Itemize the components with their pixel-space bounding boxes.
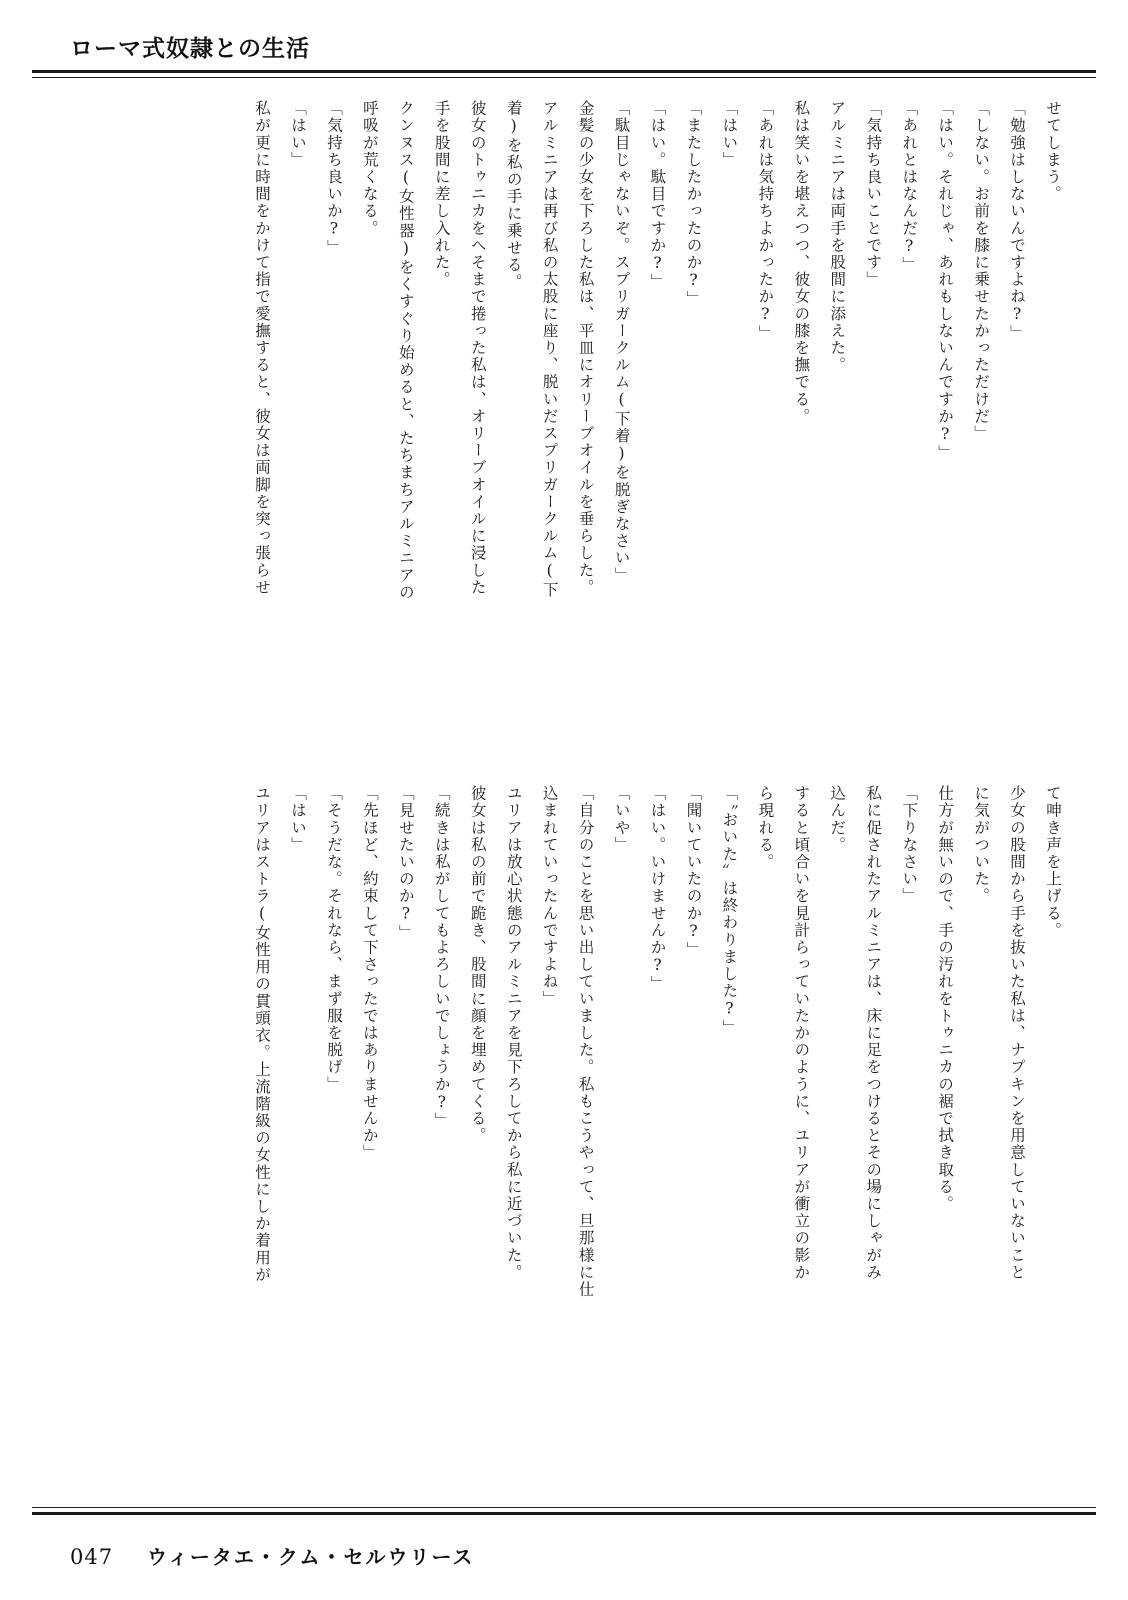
text-line: 着)を私の手に乗せる。 bbox=[504, 100, 523, 291]
text-line: 金髪の少女を下ろした私は、平皿にオリーブオイルを垂らした。 bbox=[576, 100, 595, 596]
text-line: 彼女は私の前で跪き、股間に顔を埋めてくる。 bbox=[468, 785, 487, 1145]
text-line: 私が更に時間をかけて指で愛撫すると、彼女は両脚を突っ張らせ bbox=[253, 100, 272, 596]
text-line: 「自分のことを思い出していました。私もこうやって、旦那様に仕 bbox=[576, 785, 595, 1298]
text-line: 手を股間に差し入れた。 bbox=[432, 100, 451, 289]
text-column-lower bbox=[243, 785, 1070, 1425]
text-line: 「はい。いけませんか?」 bbox=[648, 785, 667, 993]
footer-rule-thick bbox=[32, 1512, 1096, 1515]
text-line: 「はい」 bbox=[288, 785, 307, 854]
text-line: に気がついた。 bbox=[972, 785, 991, 905]
text-line: クンヌス(女性器)をくすぐり始めると、たちまちアルミニアの bbox=[396, 100, 415, 601]
text-column-upper bbox=[243, 100, 1070, 740]
text-line: アルミニアは両手を股間に添えた。 bbox=[828, 100, 847, 374]
page-body bbox=[48, 95, 1080, 1490]
text-line: 「気持ち良いことです」 bbox=[864, 100, 883, 289]
text-line: 「しない。お前を膝に乗せたかっただけだ」 bbox=[972, 100, 991, 442]
text-line: 「はい」 bbox=[720, 100, 739, 169]
text-line: 「見せたいのか?」 bbox=[396, 785, 415, 942]
text-line: 「駄目じゃないぞ。スプリガークルム(下着)を脱ぎなさい」 bbox=[612, 100, 631, 584]
text-line: 「はい。駄目ですか?」 bbox=[648, 100, 667, 291]
text-line: 「下りなさい」 bbox=[900, 785, 919, 905]
text-line: 「勉強はしないんですよね?」 bbox=[1008, 100, 1027, 342]
page-footer bbox=[70, 1541, 475, 1570]
text-line: 「気持ち良いか?」 bbox=[324, 100, 343, 257]
text-line: 私は笑いを堪えつつ、彼女の膝を撫でる。 bbox=[792, 100, 811, 425]
text-line: 少女の股間から手を抜いた私は、ナプキンを用意していないこと bbox=[1008, 785, 1027, 1281]
footer-series-title: ウィータエ・クム・セルウリース bbox=[147, 1545, 475, 1569]
text-line: 「またしたかったのか?」 bbox=[684, 100, 703, 308]
text-line: 「続きは私がしてもよろしいでしょうか?」 bbox=[432, 785, 451, 1130]
text-line: 「いや」 bbox=[612, 785, 631, 854]
text-line: 「〝おいた〟は終わりました?」 bbox=[720, 785, 739, 1037]
text-line: 「あれは気持ちよかったか?」 bbox=[756, 100, 775, 342]
footer-rule-thin bbox=[32, 1507, 1096, 1508]
text-line: せてしまう。 bbox=[1044, 100, 1062, 203]
text-line: 「はい」 bbox=[288, 100, 307, 169]
text-line: ユリアはストラ(女性用の貫頭衣。上流階級の女性にしか着用が bbox=[253, 785, 272, 1284]
text-line: て呻き声を上げる。 bbox=[1044, 785, 1062, 939]
text-line: 「そうだな。それなら、まず服を脱げ」 bbox=[324, 785, 343, 1093]
text-line: 「聞いていたのか?」 bbox=[684, 785, 703, 959]
text-line: 「あれとはなんだ?」 bbox=[900, 100, 919, 274]
text-line: 彼女のトゥニカをへそまで捲った私は、オリーブオイルに浸した bbox=[468, 100, 487, 596]
text-line: 呼吸が荒くなる。 bbox=[360, 100, 379, 237]
text-line: 仕方が無いので、手の汚れをトゥニカの裾で拭き取る。 bbox=[936, 785, 955, 1213]
text-line: 私に促されたアルミニアは、床に足をつけるとその場にしゃがみ bbox=[864, 785, 883, 1281]
text-line: 「先ほど、約束して下さったではありませんか」 bbox=[360, 785, 379, 1162]
text-line: 込まれていったんですよね」 bbox=[540, 785, 559, 1008]
text-line: ら現れる。 bbox=[756, 785, 775, 871]
page-number: 047 bbox=[70, 1545, 114, 1569]
text-line: アルミニアは再び私の太股に座り、脱いだスプリガークルム(下 bbox=[540, 100, 559, 599]
header-rule-thick bbox=[32, 70, 1096, 73]
text-line: すると頃合いを見計らっていたかのように、ユリアが衝立の影か bbox=[792, 785, 811, 1281]
text-line: 込んだ。 bbox=[828, 785, 847, 854]
text-line: 「はい。それじゃ、あれもしないんですか?」 bbox=[936, 100, 955, 462]
text-line: ユリアは放心状態のアルミニアを見下ろしてから私に近づいた。 bbox=[504, 785, 523, 1281]
page-header-title: ローマ式奴隷との生活 bbox=[70, 35, 310, 62]
header-rule-thin bbox=[32, 77, 1096, 78]
